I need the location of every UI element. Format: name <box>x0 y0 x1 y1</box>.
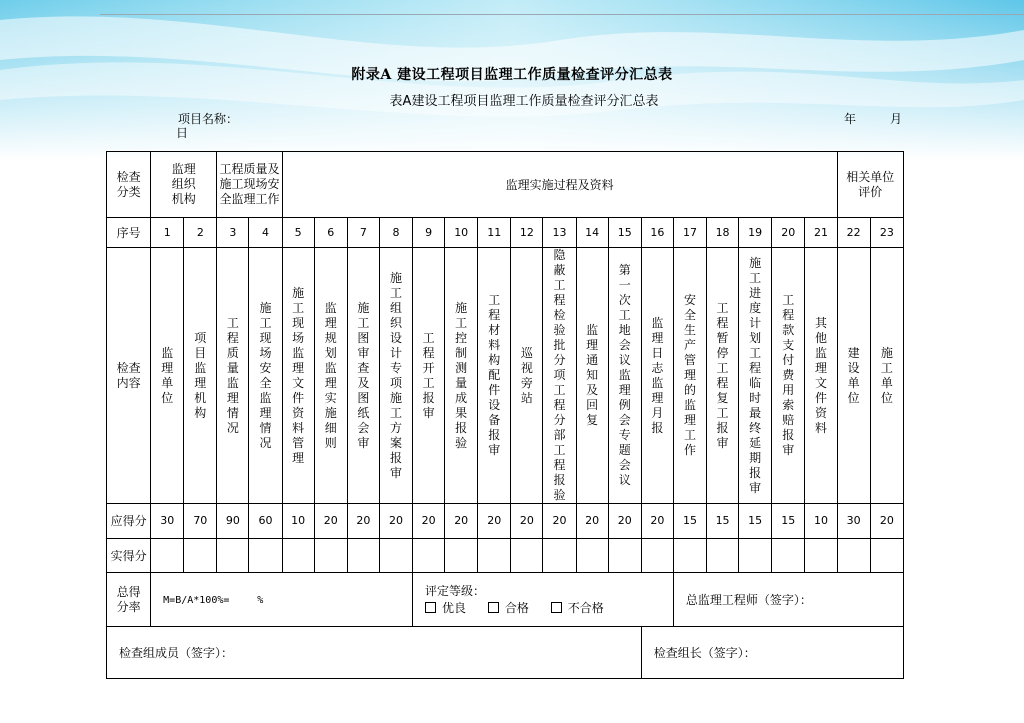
seq-cell: 21 <box>805 218 837 248</box>
grade-excellent-label: 优良 <box>442 601 467 615</box>
should-score-cell: 20 <box>543 504 576 539</box>
grade-fail-checkbox[interactable] <box>551 602 562 613</box>
seq-cell: 1 <box>151 218 184 248</box>
should-score-cell: 10 <box>805 504 837 539</box>
members-sign-cell: 检查组成员（签字）： <box>107 627 642 679</box>
seq-cell: 13 <box>543 218 576 248</box>
group-org-header: 监理组织机构 <box>151 152 217 218</box>
top-rule-line <box>100 14 1024 15</box>
actual-score-input-cell[interactable] <box>870 539 903 573</box>
content-cell: 项目监理机构 <box>184 248 217 504</box>
content-cell: 巡视旁站 <box>511 248 543 504</box>
group-process-header: 监理实施过程及资料 <box>282 152 837 218</box>
should-score-cell: 20 <box>445 504 478 539</box>
seq-cell: 23 <box>870 218 903 248</box>
seq-cell: 12 <box>511 218 543 248</box>
actual-score-input-cell[interactable] <box>217 539 249 573</box>
seq-cell: 11 <box>478 218 511 248</box>
actual-score-input-cell[interactable] <box>413 539 445 573</box>
signature-row <box>107 627 904 679</box>
percent-sign: % <box>257 594 264 606</box>
should-score-cell: 30 <box>151 504 184 539</box>
group-quality-header: 工程质量及施工现场安全监理工作 <box>217 152 282 218</box>
seq-cell: 5 <box>282 218 314 248</box>
should-score-cell: 90 <box>217 504 249 539</box>
should-score-cell: 20 <box>511 504 543 539</box>
actual-score-input-cell[interactable] <box>511 539 543 573</box>
day-label: 日 <box>176 126 189 140</box>
content-cell: 工程暂停工程复工报审 <box>707 248 739 504</box>
should-score-cell: 20 <box>379 504 412 539</box>
content-cell: 监理单位 <box>151 248 184 504</box>
grade-pass-label: 合格 <box>504 601 529 615</box>
actual-score-input-cell[interactable] <box>282 539 314 573</box>
seq-cell: 6 <box>314 218 347 248</box>
should-score-cell: 20 <box>576 504 608 539</box>
page-subtitle: 表A建设工程项目监理工作质量检查评分汇总表 <box>389 94 659 109</box>
actual-score-input-cell[interactable] <box>314 539 347 573</box>
actual-score-input-cell[interactable] <box>739 539 772 573</box>
actual-score-input-cell[interactable] <box>151 539 184 573</box>
header-group-row <box>107 152 904 218</box>
content-cell: 安全生产管理的监理工作 <box>673 248 706 504</box>
seq-cell: 16 <box>641 218 673 248</box>
should-score-cell: 15 <box>707 504 739 539</box>
chief-engineer-sign-cell: 总监理工程师（签字）： <box>673 573 903 627</box>
actual-score-input-cell[interactable] <box>347 539 379 573</box>
seq-cell: 7 <box>347 218 379 248</box>
formula-cell <box>151 573 413 627</box>
grade-excellent-checkbox[interactable] <box>425 602 436 613</box>
should-score-label: 应得分 <box>107 504 151 539</box>
content-cell: 监理日志监理月报 <box>641 248 673 504</box>
content-cell: 施工现场监理文件资料管理 <box>282 248 314 504</box>
should-score-cell: 20 <box>314 504 347 539</box>
content-cell: 工程开工报审 <box>413 248 445 504</box>
content-cell: 施工组织设计专项施工方案报审 <box>379 248 412 504</box>
content-cell: 工程款支付费用索赔报审 <box>772 248 805 504</box>
grade-cell <box>413 573 674 627</box>
actual-score-input-cell[interactable] <box>772 539 805 573</box>
leader-sign-cell: 检查组长（签字）： <box>641 627 903 679</box>
should-score-cell: 60 <box>249 504 282 539</box>
actual-score-input-cell[interactable] <box>543 539 576 573</box>
actual-score-input-cell[interactable] <box>673 539 706 573</box>
total-rate-label: 总得分率 <box>107 573 151 627</box>
content-cell: 监理通知及回复 <box>576 248 608 504</box>
actual-score-input-cell[interactable] <box>184 539 217 573</box>
seq-cell: 19 <box>739 218 772 248</box>
should-score-cell: 10 <box>282 504 314 539</box>
actual-score-input-cell[interactable] <box>805 539 837 573</box>
seq-cell: 4 <box>249 218 282 248</box>
should-score-cell: 20 <box>347 504 379 539</box>
should-score-cell: 30 <box>837 504 870 539</box>
content-cell: 工程材料构配件设备报审 <box>478 248 511 504</box>
content-cell: 其他监理文件资料 <box>805 248 837 504</box>
check-category-header: 检查分类 <box>107 152 151 218</box>
actual-score-input-cell[interactable] <box>707 539 739 573</box>
seq-cell: 18 <box>707 218 739 248</box>
content-cell: 施工图审查及图纸会审 <box>347 248 379 504</box>
project-name-label: 项目名称： <box>178 112 239 126</box>
content-cell: 隐蔽工程检验批分项工程分部工程报验 <box>543 248 576 504</box>
content-cell: 工程质量监理情况 <box>217 248 249 504</box>
seq-cell: 9 <box>413 218 445 248</box>
content-cell: 施工单位 <box>870 248 903 504</box>
actual-score-input-cell[interactable] <box>379 539 412 573</box>
content-cell: 施工控制测量成果报验 <box>445 248 478 504</box>
content-cell: 监理规划监理实施细则 <box>314 248 347 504</box>
seq-cell: 8 <box>379 218 412 248</box>
actual-score-input-cell[interactable] <box>249 539 282 573</box>
content-label: 检查内容 <box>107 248 151 504</box>
content-cell: 第一次工地会议监理例会专题会议 <box>608 248 641 504</box>
should-score-cell: 15 <box>739 504 772 539</box>
seq-cell: 10 <box>445 218 478 248</box>
should-score-cell: 20 <box>608 504 641 539</box>
seq-cell: 14 <box>576 218 608 248</box>
actual-score-input-cell[interactable] <box>576 539 608 573</box>
page-title: 附录A 建设工程项目监理工作质量检查评分汇总表 <box>351 67 673 83</box>
seq-cell: 2 <box>184 218 217 248</box>
seq-cell: 15 <box>608 218 641 248</box>
summary-row <box>107 573 904 627</box>
content-row <box>107 248 904 504</box>
should-score-cell: 20 <box>641 504 673 539</box>
seq-cell: 17 <box>673 218 706 248</box>
seq-cell: 3 <box>217 218 249 248</box>
content-cell: 施工进度计划工程临时最终延期报审 <box>739 248 772 504</box>
actual-score-input-cell[interactable] <box>478 539 511 573</box>
actual-score-input-cell[interactable] <box>445 539 478 573</box>
actual-score-label: 实得分 <box>107 539 151 573</box>
grade-fail-label: 不合格 <box>567 601 604 615</box>
grade-label: 评定等级： <box>425 584 486 598</box>
should-score-row <box>107 504 904 539</box>
formula-text: M=B/A*100%= <box>163 594 230 606</box>
should-score-cell: 15 <box>673 504 706 539</box>
actual-score-input-cell[interactable] <box>608 539 641 573</box>
should-score-cell: 15 <box>772 504 805 539</box>
actual-score-input-cell[interactable] <box>837 539 870 573</box>
content-cell: 建设单位 <box>837 248 870 504</box>
should-score-cell: 20 <box>413 504 445 539</box>
score-summary-table <box>106 151 904 679</box>
group-eval-header: 相关单位评价 <box>837 152 903 218</box>
seq-row <box>107 218 904 248</box>
actual-score-input-cell[interactable] <box>641 539 673 573</box>
grade-pass-checkbox[interactable] <box>488 602 499 613</box>
month-label: 月 <box>890 112 903 126</box>
should-score-cell: 70 <box>184 504 217 539</box>
year-label: 年 <box>844 112 857 126</box>
should-score-cell: 20 <box>478 504 511 539</box>
seq-cell: 22 <box>837 218 870 248</box>
seq-cell: 20 <box>772 218 805 248</box>
seq-label: 序号 <box>107 218 151 248</box>
actual-score-row <box>107 539 904 573</box>
content-cell: 施工现场安全监理情况 <box>249 248 282 504</box>
should-score-cell: 20 <box>870 504 903 539</box>
